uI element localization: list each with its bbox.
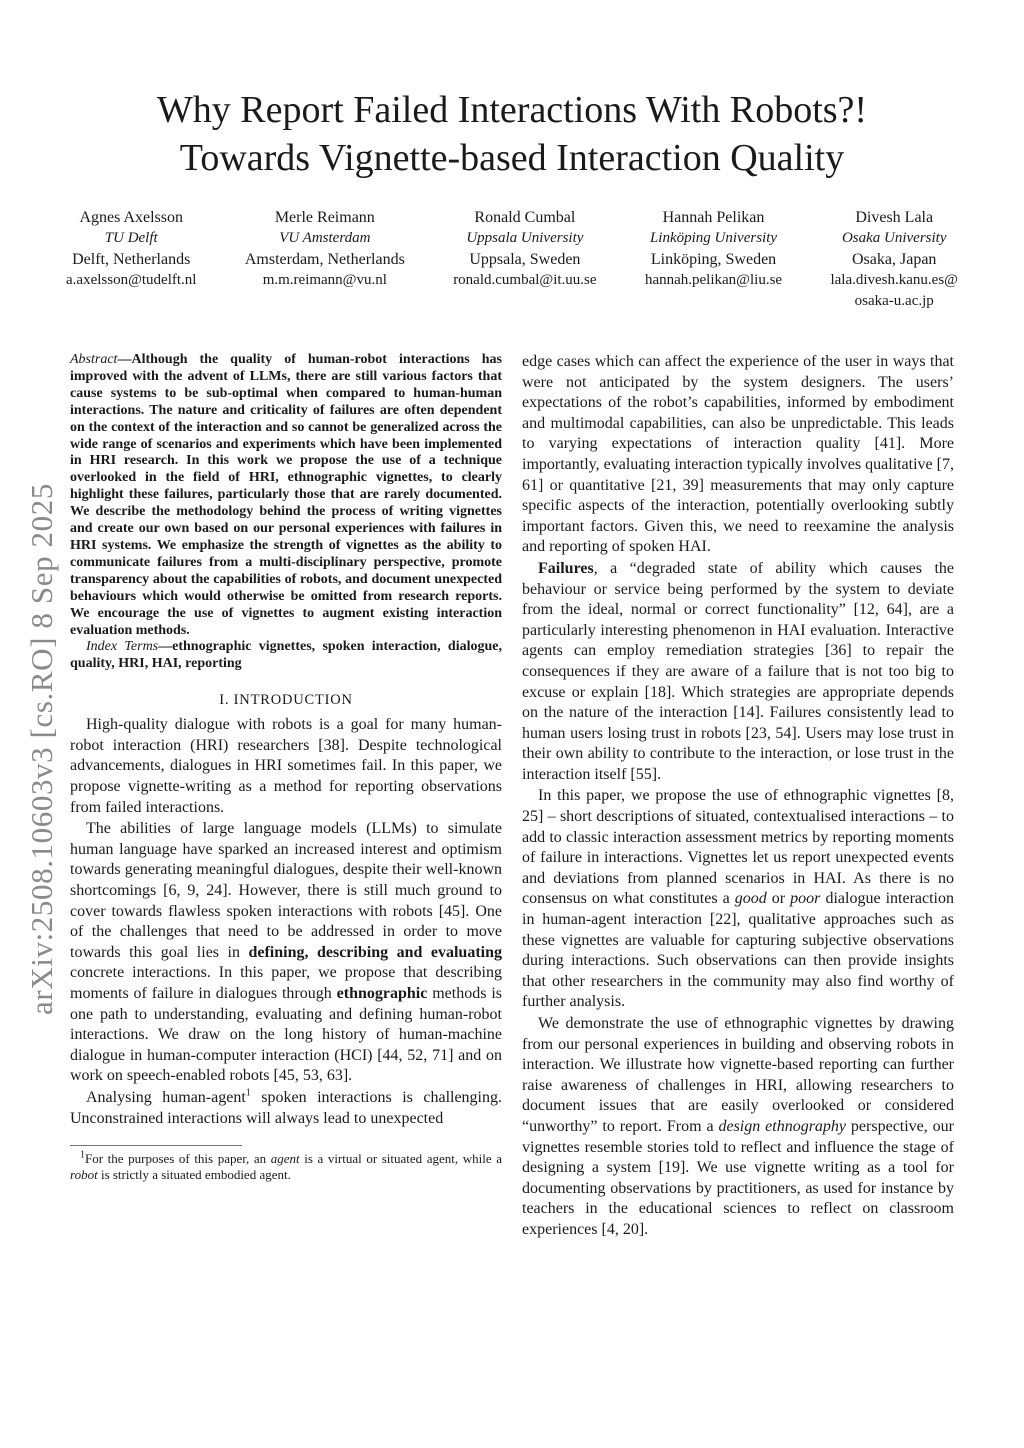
abstract: Abstract—Although the quality of human-robot interactions has improved with the advent of LLMs, there are still various factors that cause systems to be sub-optimal when compared to human-human interactions. The nature and criticality of failures are often dependent on the context of the interaction and so cannot be generalized across the wide range of scenarios and experiments which have been implemented in HRI research. In this work we propose the use of a technique overlooked in the field of HRI, ethnographic vignettes, to clearly highlight these failures, particularly those that are rarely documented. We describe the methodology behind the process of writing vignettes and create our own based on our personal experiences with failures in HRI systems. We emphasize the strength of vignettes as the ability to communicate failures from a multi-disciplinary perspective, promote transparency about the capabilities of robots, and document unexpected behaviours which would otherwise be omitted from research reports. We encourage the use of vignettes to augment existing interaction evaluation methods.	[70, 352, 502, 638]
author-affiliation: TU Delft	[104, 230, 158, 246]
author-location: Osaka, Japan	[852, 251, 937, 268]
author-affiliation: Osaka University	[841, 230, 947, 246]
abstract-label: Abstract	[70, 352, 118, 367]
emphasis: defining, describing and evaluating	[248, 943, 503, 961]
section-heading-introduction: I. INTRODUCTION	[219, 692, 353, 709]
paragraph: Failures, a “degraded state of ability which causes the behaviour or service being performed by the system to deviate from the ideal, normal or correct functionality” [12, 64], are a particularly interesting phenomenon in HAI evaluation. Interactive agents can employ remediation strategies [36] to repair the consequences if they are aware of a failure that is not too big to excuse or explain [18]. Which strategies are appropriate depends on the nature of the interaction [14]. Failures consistently lead to human users losing trust in robots [23, 54]. Users may lose trust in their own ability to contribute to the interaction, or lose trust in the interaction itself [55].	[522, 559, 954, 783]
author-card	[645, 207, 782, 312]
paper-title	[60, 86, 964, 182]
emphasis: Failures	[538, 559, 594, 577]
author-email: lala.divesh.kanu.es@	[830, 272, 958, 288]
author-email: hannah.pelikan@liu.se	[644, 272, 783, 288]
author-card	[245, 207, 405, 312]
author-email: ronald.cumbal@it.uu.se	[453, 272, 597, 288]
emphasis: ethnographic	[336, 984, 428, 1002]
author-location: Delft, Netherlands	[72, 251, 191, 268]
left-column	[70, 352, 502, 1183]
title-line-2: Towards Vignette-based Interaction Quality	[179, 137, 845, 179]
index-terms-label: Index Terms	[86, 639, 159, 655]
author-location: Linköping, Sweden	[650, 251, 777, 268]
right-column	[522, 352, 954, 1241]
author-card	[830, 207, 958, 312]
author-affiliation: Linköping University	[649, 230, 778, 246]
author-name: Ronald Cumbal	[474, 209, 576, 226]
paragraph: The abilities of large language models (LLMs) to simulate human language have sparked an increased interest and optimism towards generating meaningful dialogues, despite their well-known shortcomings [6, 9, 24]. However, there is still much ground to cover towards flawless spoken interactions with robots [45]. One of the challenges that need to be addressed in order to move towards this goal lies in defining, describing and evaluating concrete interactions. In this paper, we propose that describing moments of failure in dialogues through ethnographic methods is one path to understanding, evaluating and defining human-robot interactions. We draw on the long history of human-machine dialogue in human-computer interaction (HCI) [44, 52, 71] and on work on speech-enabled robots [45, 53, 63].	[70, 820, 503, 1085]
author-email: a.axelsson@tudelft.nl	[66, 272, 197, 288]
paragraph: Analysing human-agent$^1$ spoken interactions is challenging. Unconstrained interactions will always lead to unexpected	[70, 1087, 502, 1127]
paragraph: In this paper, we propose the use of ethnographic vignettes [8, 25] – short descriptions of situated, contextualised interactions – to add to classic interaction assessment metrics by reporting moments of failure in interactions. Vignettes let us report unexpected events and deviations from planned scenarios in HAI. As there is no consensus on what constitutes a good or poor dialogue interaction in human-agent interaction [22], qualitative approaches such as these vignettes are valuable for capturing subjective observations during interactions. Such observations can then provide insights that other researchers in the community may also find worthy of further analysis.	[522, 787, 955, 1011]
author-affiliation: Uppsala University	[466, 230, 584, 246]
index-terms: Index Terms—ethnographic vignettes, spoken interaction, dialogue, quality, HRI, HAI, reporting	[70, 639, 502, 672]
index-terms-text: ethnographic vignettes, spoken interaction, dialogue, quality, HRI, HAI, reporting	[70, 639, 502, 672]
arxiv-stamp: arXiv:2508.10603v3 [cs.RO] 8 Sep 2025	[24, 483, 59, 1015]
abstract-text: Although the quality of human-robot interactions has improved with the advent of LLMs, there are still various factors that cause systems to be sub-optimal when compared to human-human interactions. The nature and criticality of failures are often dependent on the context of the interaction and so cannot be generalized across the wide range of scenarios and experiments which have been implemented in HRI research. In this work we propose the use of a technique overlooked in the field of HRI, ethnographic vignettes, to clearly highlight these failures, particularly those that are rarely documented. We describe the methodology behind the process of writing vignettes and create our own based on our personal experiences with failures in HRI systems. We emphasize the strength of vignettes as the ability to communicate failures from a multi-disciplinary perspective, promote transparency about the capabilities of robots, and document unexpected behaviours which would otherwise be omitted from research reports. We encourage the use of vignettes to augment existing interaction evaluation methods.	[70, 352, 502, 638]
footnote: $^1$For the purposes of this paper, an agent is a virtual or situated agent, while a robot is strictly a situated embodied agent.	[70, 1149, 502, 1183]
paragraph-continued: edge cases which can affect the experience of the user in ways that were not anticipated by the system designers. The users’ expectations of the robot’s capabilities, informed by embodiment and multimodal capabilities, can also be unpredictable. This leads to varying expectations of interaction quality [41]. More importantly, evaluating interaction typically involves qualitative [7, 61] or quantitative [21, 39] measurements that may only capture specific aspects of the interaction, potentially overlooking subtly important factors. Given this, we need to reexamine the analysis and reporting of spoken HAI.	[522, 353, 954, 556]
footnote-rule	[70, 1145, 502, 1146]
paragraph: We demonstrate the use of ethnographic vignettes by drawing from our personal experiences in building and observing robots in interaction. We illustrate how vignette-based reporting can further raise awareness of challenges in HRI, allowing researchers to document issues that are easily overlooked or considered “unworthy” to report. From a design ethnography perspective, our vignettes resemble stories told to reflect and influence the stage of designing a system [19]. We use vignette writing as a tool for documenting observations by practitioners, as used for instance by teachers in the educational sciences to reflect on classroom experiences [4, 20].	[522, 1015, 955, 1238]
author-email-continued: osaka-u.ac.jp	[854, 293, 934, 309]
author-name: Agnes Axelsson	[79, 209, 183, 226]
author-affiliation: VU Amsterdam	[279, 230, 371, 246]
author-name: Divesh Lala	[855, 209, 934, 226]
author-location: Uppsala, Sweden	[469, 251, 581, 268]
author-email: m.m.reimann@vu.nl	[262, 272, 387, 288]
footnote-marker: 1	[245, 1087, 251, 1099]
author-name: Merle Reimann	[274, 209, 375, 226]
title-line-1: Why Report Failed Interactions With Robots?!	[156, 89, 868, 131]
author-card	[453, 207, 596, 312]
author-name: Hannah Pelikan	[662, 209, 765, 226]
author-location: Amsterdam, Netherlands	[244, 251, 405, 268]
footnote-number: 1	[80, 1149, 85, 1161]
paragraph: High-quality dialogue with robots is a goal for many human-robot interaction (HRI) researchers [38]. Despite technological advancements, dialogues in HRI sometimes fail. In this paper, we propose vignette-writing as a method for reporting observations from failed interactions.	[70, 716, 502, 816]
paragraph-text-split: spoken interactions is challenging. Unconstrained interactions will always lead to unexpected	[70, 1088, 502, 1127]
author-block	[66, 207, 958, 312]
author-card	[66, 207, 196, 312]
